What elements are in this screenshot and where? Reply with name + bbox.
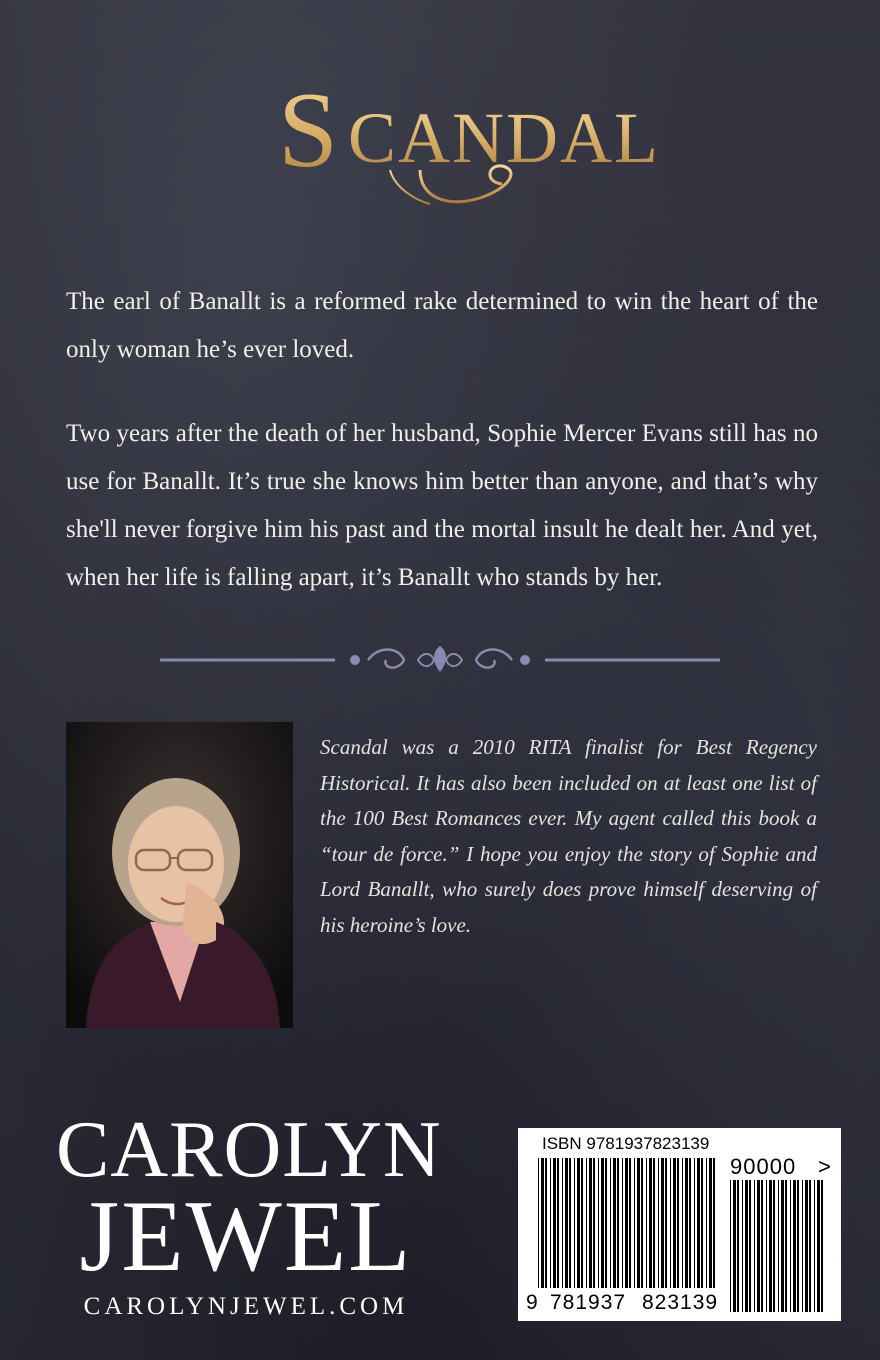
barcode-digit-prefix: 9 (526, 1291, 539, 1314)
barcode-bar (593, 1158, 595, 1288)
barcode-bar (665, 1158, 667, 1288)
author-note: Scandal was a 2010 RITA finalist for Best Regency Historical. It has also been included on at least one list of the 100 Best Romances ever. My agent called this book a “tour de force.” I hope you enjoy the story of Sophie and Lord Banallt, who surely does prove himself deserving of his heroine’s love. (320, 735, 817, 937)
book-title (0, 58, 880, 218)
isbn-label: ISBN 9781937823139 (542, 1134, 710, 1153)
ornamental-divider (160, 638, 720, 682)
barcode-bar (809, 1180, 811, 1312)
author-first-name: CAROLYN (56, 1106, 442, 1194)
barcode-bar (821, 1180, 823, 1312)
barcode-bar (598, 1158, 599, 1288)
title-logo (270, 58, 660, 218)
barcode-bar (613, 1158, 616, 1288)
barcode-bar (658, 1158, 659, 1288)
barcode-bar (742, 1180, 743, 1312)
barcode-bar (661, 1158, 664, 1288)
barcode-bar (737, 1180, 739, 1312)
barcode-bar (601, 1158, 604, 1288)
addon-barcode-bars (730, 1180, 826, 1312)
barcode-digits-right: 823139 (642, 1291, 719, 1314)
barcode-bar (778, 1180, 779, 1312)
barcode-bar (730, 1180, 731, 1312)
barcode-bar (697, 1158, 700, 1288)
title-initial: S (278, 71, 339, 190)
barcode-bar (574, 1158, 575, 1288)
barcode-bar (814, 1180, 815, 1312)
author-photo (66, 722, 293, 1028)
barcode-bar (713, 1158, 715, 1288)
barcode-bar (625, 1158, 628, 1288)
barcode-bar (562, 1158, 563, 1288)
barcode-bar (757, 1180, 760, 1312)
barcode-bar (581, 1158, 583, 1288)
price-arrow: > (818, 1154, 831, 1179)
barcode-bar (629, 1158, 631, 1288)
blurb-paragraph-1: The earl of Banallt is a reformed rake determined to win the heart of the only woman he’s ever loved. (66, 288, 818, 363)
barcode-bar (649, 1158, 652, 1288)
barcode-bar (761, 1180, 763, 1312)
barcode-bar (797, 1180, 799, 1312)
barcode-bar (553, 1158, 556, 1288)
barcode-bar (733, 1180, 736, 1312)
author-website: CAROLYNJEWEL.COM (83, 1293, 409, 1320)
barcode-bar (701, 1158, 703, 1288)
barcode-bar (706, 1158, 707, 1288)
barcode-bar (781, 1180, 784, 1312)
barcode-bar (653, 1158, 655, 1288)
barcode-bar (677, 1158, 679, 1288)
barcode-bar (754, 1180, 755, 1312)
barcode-bar (589, 1158, 592, 1288)
barcode-bar (769, 1180, 772, 1312)
barcode-bar (689, 1158, 691, 1288)
author-last-name: JEWEL (79, 1180, 413, 1293)
barcode-bar (673, 1158, 676, 1288)
barcode-bars (538, 1158, 718, 1288)
barcode-bar (685, 1158, 688, 1288)
barcode-bar (541, 1158, 544, 1288)
isbn-barcode (518, 1128, 841, 1321)
barcode-bar (605, 1158, 607, 1288)
price-code: 90000 (730, 1154, 797, 1179)
barcode-bar (565, 1158, 568, 1288)
barcode-bar (622, 1158, 623, 1288)
barcode-bar (557, 1158, 559, 1288)
barcode-bar (709, 1158, 712, 1288)
barcode-bar (641, 1158, 643, 1288)
barcode-bar (610, 1158, 611, 1288)
barcode-bar (670, 1158, 671, 1288)
barcode-bar (749, 1180, 751, 1312)
barcode-bar (773, 1180, 775, 1312)
barcode-bar (766, 1180, 767, 1312)
barcode-bar (790, 1180, 791, 1312)
barcode-bar (682, 1158, 683, 1288)
barcode-bar (802, 1180, 803, 1312)
barcode-bar (817, 1180, 820, 1312)
barcode-bar (793, 1180, 796, 1312)
barcode-bar (694, 1158, 695, 1288)
barcode-bar (617, 1158, 619, 1288)
barcode-bar (745, 1180, 748, 1312)
barcode-bar (805, 1180, 808, 1312)
barcode-bar (646, 1158, 647, 1288)
barcode-digits-left: 781937 (550, 1291, 627, 1314)
barcode-bar (538, 1158, 539, 1288)
barcode-bar (545, 1158, 547, 1288)
barcode-bar (577, 1158, 580, 1288)
barcode-bar (637, 1158, 640, 1288)
barcode-bar (785, 1180, 787, 1312)
barcode-bar (586, 1158, 587, 1288)
blurb-paragraph-2: Two years after the death of her husband, Sophie Mercer Evans still has no use for Banallt. It’s true she knows him better than anyone, and that’s why she'll never forgive him his past and the mortal insult he dealt her. And yet, when her life is falling apart, it’s Banallt who stands by her. (66, 420, 818, 591)
barcode-bar (550, 1158, 551, 1288)
title-rest: CANDAL (348, 98, 660, 178)
barcode-bar (569, 1158, 571, 1288)
barcode-bar (634, 1158, 635, 1288)
